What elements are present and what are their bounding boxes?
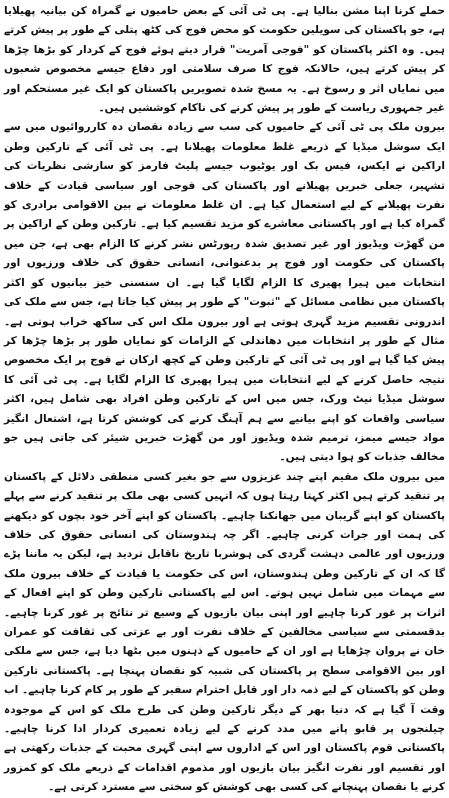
paragraph-1: حملے کرنا اپنا مشن بنالیا ہے۔ پی ٹی آئی کے بعض حامیوں نے گمراہ کن بیانیہ پھیلایا ہے، جو پاکستان کی سویلین حکومت کو محض فوج کی کٹھ پتلی کے طور پر پیش کرتے ہیں۔ وہ اکثر پاکستان کو "فوجی آمریت" قرار دیتے ہوئے فوج کے کردار کو بڑھا چڑھا کر پیش کرتے ہیں، حالانکہ فوج کا صرف سلامتی اور دفاع جیسے مخصوص شعبوں میں نمایاں اثر و رسوخ ہے۔ یہ مسخ شدہ تصویریں پاکستان کو ایک غیر مستحکم اور غیر جمہوری ریاست کے طور پر پیش کرنے کی ناکام کوششیں ہیں۔: [4, 5, 445, 115]
paragraph-3: میں بیرون ملک مقیم اپنے چند عزیزوں سے جو بغیر کسی منطقی دلائل کے پاکستان پر تنقید کرتے ہیں اکثر کہتا رہتا ہوں کہ انہیں کسی بھی ملک پر تنقید کرنے سے پہلے پاکستان کو اپنے گریبان میں جھانکنا چاہیے۔ پاکستان کو اپنے آخر خود بچوں کو دیکھنے کی ہمت اور جرات کرنی چاہیے۔ اگر چہ ہندوستان کی انسانی حقوق کی خلاف ورزیوں اور عالمی دہشت گردی کی ہوشربا تاریخ ناقابل تردید ہے، لیکن یہ ماننا پڑے گا کہ ان کے تارکین وطن ہندوستان، اس کی حکومت یا قیادت کے خلاف بیرون ملک سے مہمات میں شامل نہیں ہوتے۔ اس لیے پاکستانی تارکین وطن کو اپنے افعال کے اثرات پر غور کرنا چاہیے اور اپنی بیان بازیوں کے وسیع تر نتائج پر غور کرنا چاہیے۔ بدقسمتی سے سیاسی مخالفین کے خلاف نفرت اور بے عزتی کی ثقافت کو عمران خان نے پروان چڑھایا ہے اور ان کے حامیوں کے ذہنوں میں بٹھا دیا ہے، جس سے ملکی اور بین الاقوامی سطح پر پاکستان کی شبیہ کو نقصان پہنچا ہے۔ پاکستانی تارکین وطن کو پاکستان کے لیے ذمہ دار اور قابل احترام سفیر کے طور پر کام کرنا چاہیے۔ اب وقت آ گیا ہے کہ دنیا بھر کے دیگر تارکین وطن کی طرح ملک کو اس کے موجودہ چیلنجوں پر قابو پانے میں مدد کرنے کے لیے زیادہ تعمیری کردار ادا کرنا چاہیے۔ پاکستانی قوم پاکستان اور اس کے اداروں سے اپنی گہری محبت کے جذبات رکھتی ہے اور تقسیم اور نفرت انگیز بیان بازیوں اور مذموم اقدامات کے ذریعے ملک کو کمزور کرنے یا نقصان پہنچانے کی کسی بھی کوشش کو سختی سے مسترد کرتی ہے۔: [4, 470, 445, 794]
paragraph-2: بیرون ملک پی ٹی آئی کے حامیوں کی سب سے زیادہ نقصان دہ کارروائیوں میں سے ایک سوشل میڈیا کے ذریعے غلط معلومات پھیلانا ہے۔ پی ٹی آئی کے تارکین وطن اراکین نے ایکس، فیس بک اور یوٹیوب جیسے پلیٹ فارمز کو سازشی نظریات کی تشہیر، جعلی خبریں پھیلانے اور پاکستان کی فوجی اور سیاسی قیادت کے خلاف نفرت پھیلانے کے لیے استعمال کیا ہے۔ ان غلط معلومات نے بین الاقوامی برادری کو گمراہ کیا ہے اور پاکستانی معاشرے کو مزید تقسیم کیا ہے۔ تارکین وطن کے اراکین پر من گھڑت ویڈیوز اور غیر تصدیق شدہ رپورٹس نشر کرنے کا الزام بھی ہے، جن میں پاکستان کی حکومت اور فوج پر بدعنوانی، انسانی حقوق کی خلاف ورزیوں اور انتخابات میں ہیرا پھیری کا الزام لگایا گیا ہے۔ ان سنسنی خیز بیانیوں کو اکثر پاکستان میں نظامی مسائل کے "ثبوت" کے طور پر پیش کیا جاتا ہے، جس سے ملک کی اندرونی تقسیم مزید گہری ہوتی ہے اور بیرون ملک اس کی ساکھ خراب ہوتی ہے۔ مثال کے طور پر انتخابات میں دھاندلی کے الزامات کو نمایاں طور پر بڑھا چڑھا کر پیش کیا گیا ہے اور پی ٹی آئی کے تارکین وطن کے کچھ ارکان نے فوج پر ایک مخصوص نتیجہ حاصل کرنے کے لیے انتخابات میں ہیرا پھیری کا الزام لگایا ہے۔ پی ٹی آئی کا سوشل میڈیا نیٹ ورک، جس میں اس کے تارکین وطن افراد بھی شامل ہیں، اکثر سیاسی واقعات کو اپنے بیانیے سے ہم آہنگ کرنے کی کوشش کرتا ہے، اشتعال انگیز مواد جیسے میمز، ترمیم شدہ ویڈیوز اور من گھڑت خبریں شیئر کی جاتی ہیں جو مخالف جذبات کو ہوا دیتی ہیں۔: [4, 121, 445, 464]
